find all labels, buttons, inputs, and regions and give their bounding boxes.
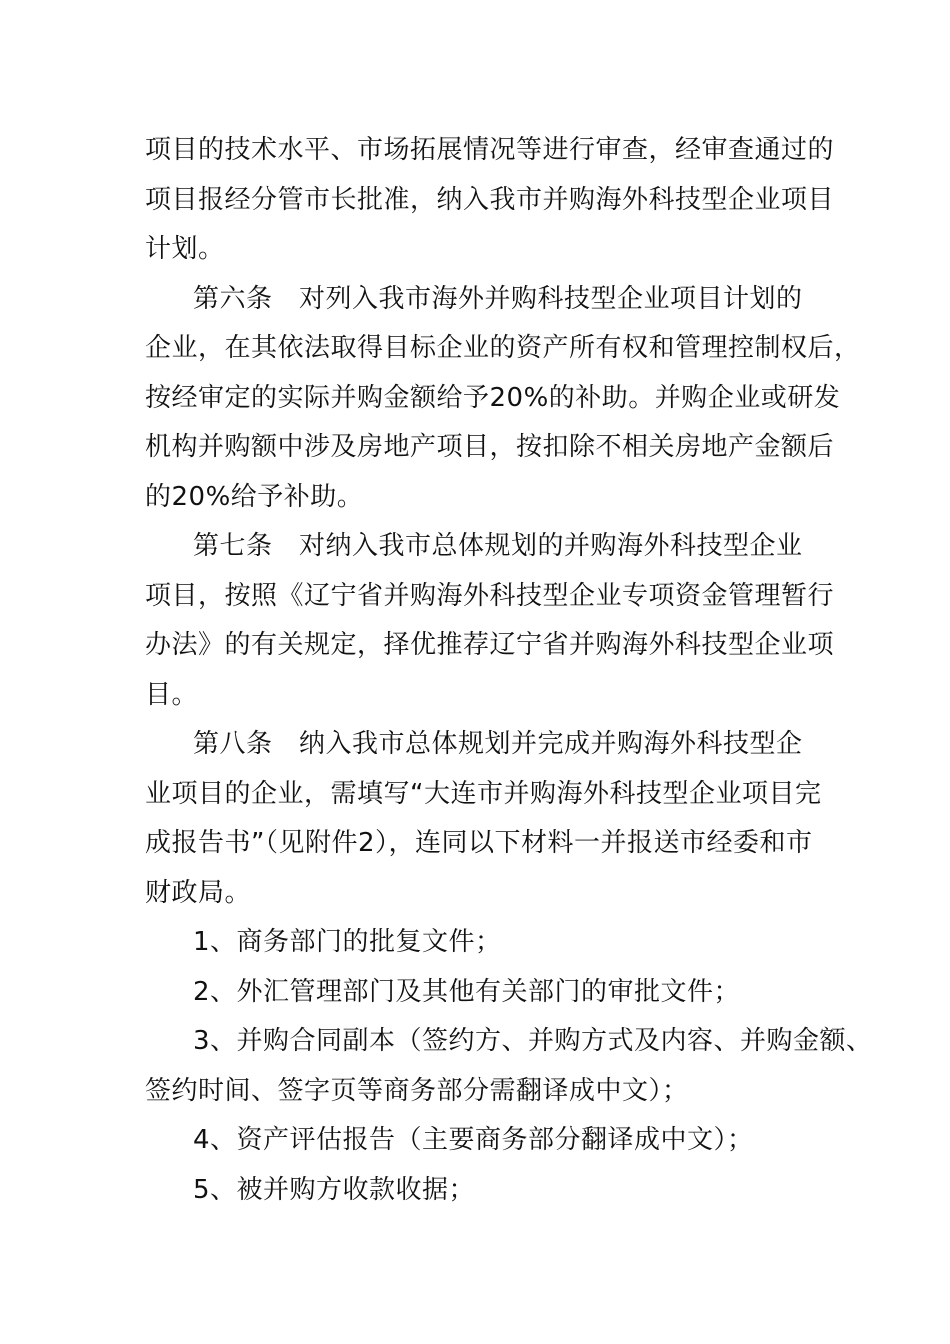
text-line-11: 办法》的有关规定，择优推荐辽宁省并购海外科技型企业项 xyxy=(145,630,835,660)
list-item-4: 4、资产评估报告（主要商务部分翻译成中文）； xyxy=(193,1125,754,1155)
text-line-16: 财政局。 xyxy=(145,878,252,908)
text-line-6: 按经审定的实际并购金额给予20%的补助。并购企业或研发 xyxy=(145,383,841,413)
list-item-1: 1、商务部门的批复文件； xyxy=(193,927,502,957)
article-6-heading-line: 第六条 对列入我市海外并购科技型企业项目计划的 xyxy=(193,284,803,314)
text-line-12: 目。 xyxy=(145,680,199,710)
text-line-15: 成报告书”（见附件2），连同以下材料一并报送市经委和市 xyxy=(145,828,813,858)
list-item-2: 2、外汇管理部门及其他有关部门的审批文件； xyxy=(193,977,741,1007)
text-line-14: 业项目的企业，需填写“大连市并购海外科技型企业项目完 xyxy=(145,779,822,809)
article-8-heading-line: 第八条 纳入我市总体规划并完成并购海外科技型企 xyxy=(193,729,803,759)
text-line-1: 项目的技术水平、市场拓展情况等进行审查，经审查通过的 xyxy=(145,135,835,165)
list-item-3: 3、并购合同副本（签约方、并购方式及内容、并购金额、 xyxy=(193,1026,873,1056)
list-item-3-continued: 签约时间、签字页等商务部分需翻译成中文）； xyxy=(145,1076,689,1106)
text-line-7: 机构并购额中涉及房地产项目，按扣除不相关房地产金额后 xyxy=(145,432,835,462)
text-line-3: 计划。 xyxy=(145,234,225,264)
text-line-8: 的20%给予补助。 xyxy=(145,482,364,512)
article-7-heading-line: 第七条 对纳入我市总体规划的并购海外科技型企业 xyxy=(193,531,803,561)
text-line-2: 项目报经分管市长批准，纳入我市并购海外科技型企业项目 xyxy=(145,185,835,215)
text-line-5: 企业，在其依法取得目标企业的资产所有权和管理控制权后， xyxy=(145,333,861,363)
list-item-5: 5、被并购方收款收据； xyxy=(193,1175,476,1205)
text-line-10: 项目，按照《辽宁省并购海外科技型企业专项资金管理暂行 xyxy=(145,581,835,611)
